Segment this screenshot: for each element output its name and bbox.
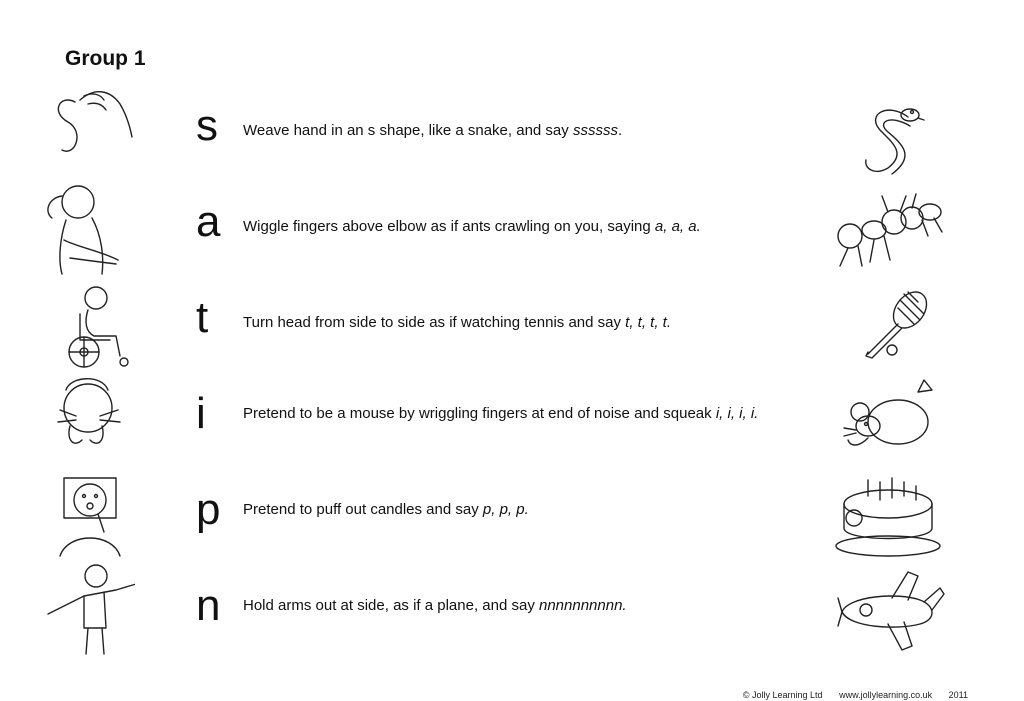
instruction-text: Turn head from side to side as if watching tennis and say t, t, t, t. [243, 314, 671, 331]
instruction-text: Weave hand in an s shape, like a snake, and say ssssss. [243, 122, 623, 139]
airplane-icon [828, 562, 948, 658]
ants-icon [828, 178, 948, 274]
year: 2011 [948, 690, 968, 700]
letter: s [196, 101, 218, 150]
copyright: © Jolly Learning Ltd [742, 690, 823, 700]
instruction-text: Wiggle fingers above elbow as if ants crawling on you, saying a, a, a. [243, 218, 701, 235]
mouse-icon [828, 370, 948, 466]
girl-wiggling-fingers-icon [40, 178, 135, 274]
footer [729, 690, 968, 700]
list-item [0, 178, 1024, 274]
letter: a [196, 197, 221, 246]
letter: i [196, 389, 206, 438]
list-item [0, 562, 1024, 658]
boy-arms-out-icon [40, 562, 135, 658]
child-wheelchair-icon [40, 274, 135, 370]
letter: t [196, 293, 209, 342]
list-item [0, 274, 1024, 370]
letter: p [196, 485, 221, 534]
instruction-text: Pretend to be a mouse by wriggling fingers at end of noise and squeak i, i, i, i. [243, 405, 759, 422]
snake-icon [828, 82, 948, 178]
tennis-racket-icon [828, 274, 948, 370]
letter: n [196, 581, 221, 630]
page-title: Group 1 [65, 47, 146, 70]
list-item [0, 82, 1024, 178]
instruction-text: Pretend to puff out candles and say p, p, p. [243, 501, 529, 518]
birthday-cake-icon [828, 466, 948, 562]
instruction-text: Hold arms out at side, as if a plane, and say nnnnnnnnnn. [243, 597, 627, 614]
list-item [0, 466, 1024, 562]
website-link[interactable]: www.jollylearning.co.uk [839, 690, 933, 700]
girl-puffing-icon [40, 466, 135, 562]
hand-s-shape-icon [40, 82, 135, 178]
list-item [0, 370, 1024, 466]
child-mouse-whiskers-icon [40, 370, 135, 466]
